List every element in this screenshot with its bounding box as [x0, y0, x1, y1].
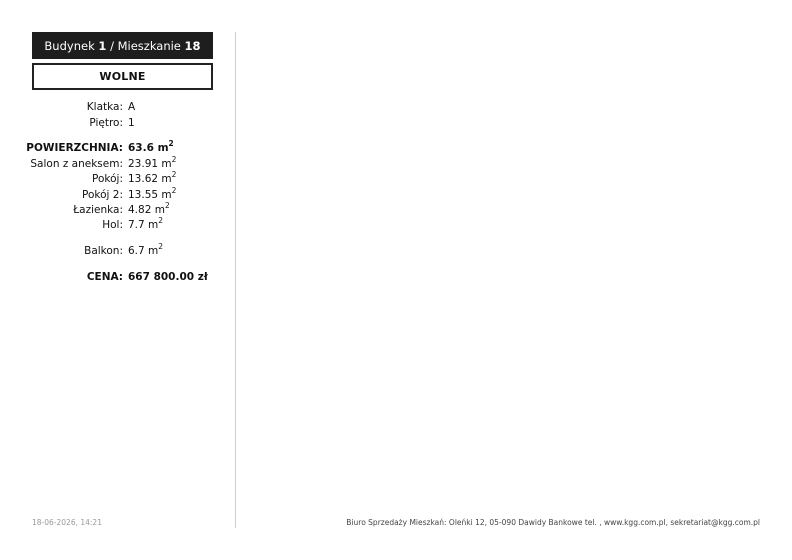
total-area-label: POWIERZCHNIA:: [26, 142, 123, 154]
room-area: 13.62 $m^2$: [128, 170, 177, 185]
apartment-number: 18: [184, 38, 201, 53]
room-row: [0, 157, 230, 171]
staircase-row: [0, 100, 230, 114]
room-label: Pokój:: [92, 173, 123, 185]
room-row: [0, 218, 230, 232]
balcony-area: 6.7 $m^2$: [128, 242, 164, 257]
floor-row: [0, 116, 230, 130]
room-area: 13.55 $m^2$: [128, 186, 177, 201]
staircase-label: Klatka:: [86, 101, 123, 113]
floor-value: 1: [128, 117, 135, 129]
room-row: [0, 188, 230, 202]
balcony-row: [0, 244, 230, 258]
header-separator: /: [110, 38, 114, 53]
price-value: 667 800.00 zł: [128, 271, 208, 283]
room-row: [0, 203, 230, 217]
total-area-row: [0, 141, 230, 155]
staircase-value: A: [128, 101, 136, 113]
room-label: Łazienka:: [73, 204, 123, 216]
apartment-header: [32, 32, 213, 59]
balcony-label: Balkon:: [84, 245, 123, 257]
building-number: 1: [98, 38, 107, 53]
building-label: Budynek: [44, 38, 95, 53]
room-area: 7.7 $m^2$: [128, 216, 164, 231]
apartment-label: Mieszkanie: [117, 38, 181, 53]
price-row: [0, 270, 230, 284]
room-label: Hol:: [102, 219, 123, 231]
price-label: CENA:: [86, 271, 123, 283]
floor-label: Piętro:: [89, 117, 123, 129]
room-area: 23.91 $m^2$: [128, 155, 177, 170]
room-area: 4.82 $m^2$: [128, 201, 170, 216]
room-label: Salon z aneksem:: [30, 158, 123, 170]
vertical-divider: [235, 32, 236, 528]
sales-office-contact: Biuro Sprzedaży Mieszkań: Oleńki 12, 05-090 Dawidy Bankowe tel. , www.kgg.com.pl, sekretariat@kgg.com.pl: [346, 518, 760, 527]
print-timestamp: 18-06-2026, 14:21: [32, 518, 102, 527]
room-label: Pokój 2:: [82, 189, 123, 201]
room-row: [0, 172, 230, 186]
availability-status: WOLNE: [32, 63, 213, 90]
total-area-value: 63.6 $m^2$: [128, 139, 174, 154]
